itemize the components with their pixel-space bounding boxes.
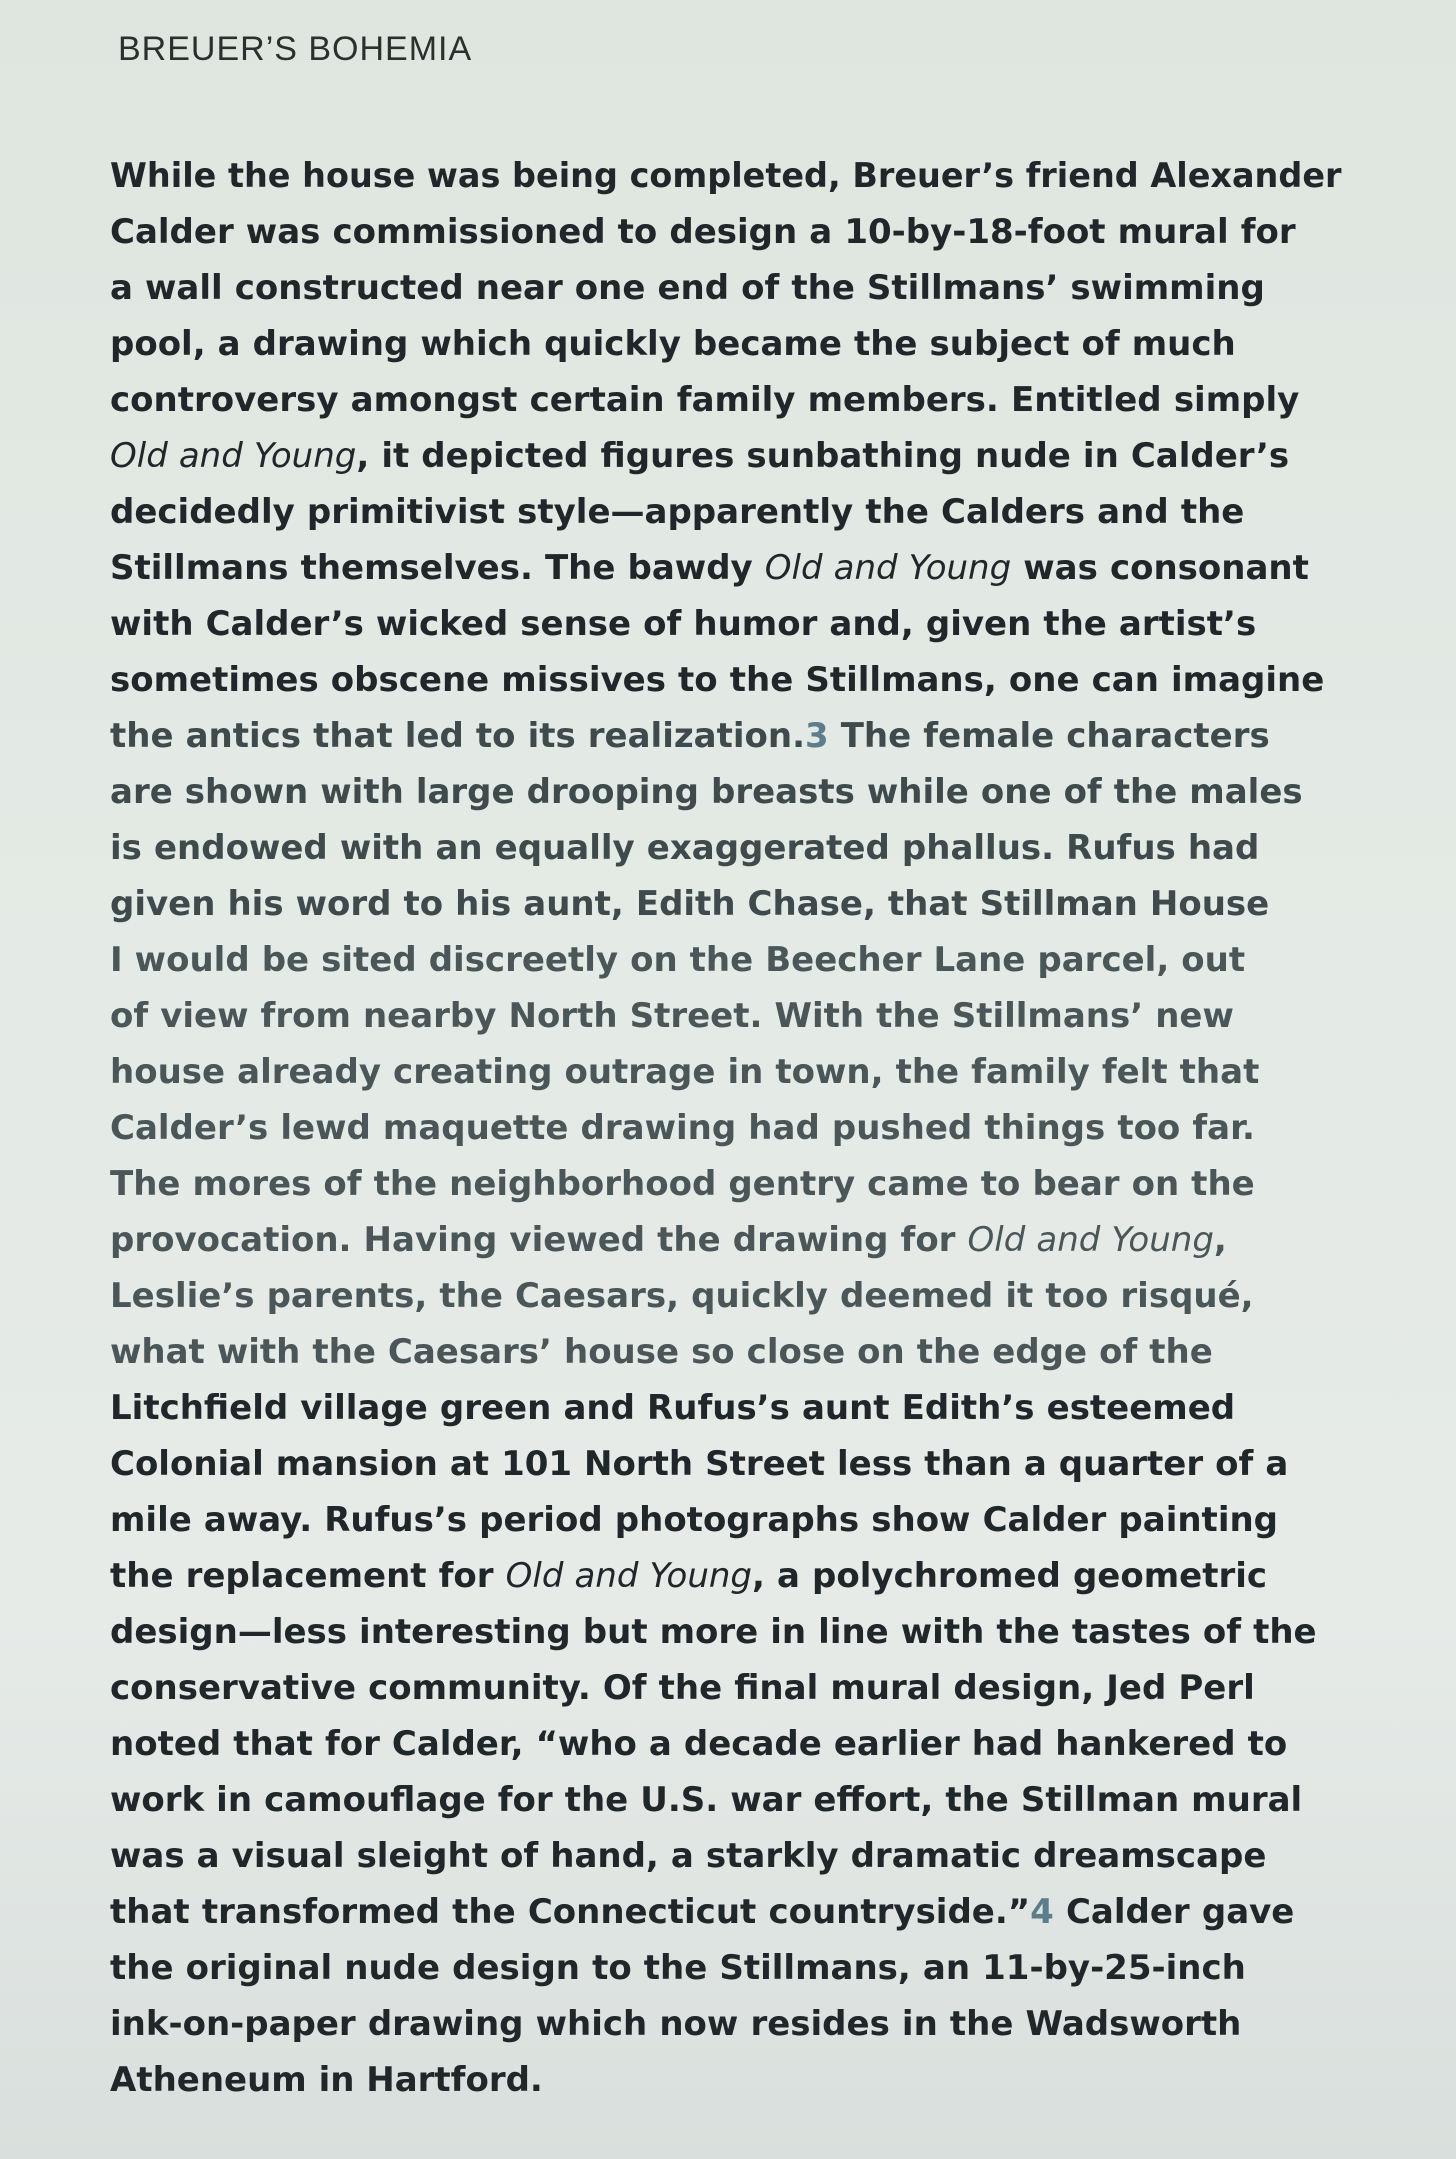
text-segment: house already creating outrage in town, the family felt that — [110, 1052, 1260, 1092]
text-line — [110, 372, 1340, 428]
text-line — [110, 1772, 1340, 1828]
text-line — [110, 1660, 1340, 1716]
text-line — [110, 1436, 1340, 1492]
text-line — [110, 1212, 1340, 1268]
text-segment: mile away. Rufus’s period photographs show Calder painting — [110, 1500, 1279, 1540]
text-segment: , — [1213, 1220, 1227, 1260]
text-segment: I would be sited discreetly on the Beecher Lane parcel, out — [110, 940, 1246, 980]
text-segment: controversy amongst certain family members. Entitled simply — [110, 380, 1300, 420]
text-segment: Stillmans themselves. The bawdy — [110, 548, 765, 588]
text-line — [110, 876, 1340, 932]
text-line — [110, 1044, 1340, 1100]
text-segment: what with the Caesars’ house so close on the edge of the — [110, 1332, 1213, 1372]
text-line — [110, 1492, 1340, 1548]
text-line — [110, 1940, 1340, 1996]
italic-title: Old and Young — [764, 548, 1012, 588]
text-line — [110, 260, 1340, 316]
text-segment: given his word to his aunt, Edith Chase, that Stillman House — [110, 884, 1270, 924]
text-segment: ink-on-paper drawing which now resides in the Wadsworth — [110, 2004, 1242, 2044]
text-line — [110, 1604, 1340, 1660]
text-line — [110, 1324, 1340, 1380]
text-segment: design—less interesting but more in line with the tastes of the — [110, 1612, 1317, 1652]
text-line — [110, 204, 1340, 260]
text-segment: conservative community. Of the final mural design, Jed Perl — [110, 1668, 1255, 1708]
text-segment: a wall constructed near one end of the Stillmans’ swimming — [110, 268, 1265, 308]
text-line — [110, 988, 1340, 1044]
text-line — [110, 932, 1340, 988]
text-segment: with Calder’s wicked sense of humor and, given the artist’s — [110, 604, 1257, 644]
text-line — [110, 428, 1340, 484]
text-line — [110, 1996, 1340, 2052]
running-head: BREUER’S BOHEMIA — [118, 30, 473, 68]
text-segment: of view from nearby North Street. With the Stillmans’ new — [110, 996, 1234, 1036]
text-line — [110, 1828, 1340, 1884]
text-segment: sometimes obscene missives to the Stillmans, one can imagine — [110, 660, 1325, 700]
text-segment: the replacement for — [110, 1556, 506, 1596]
text-line — [110, 1380, 1340, 1436]
text-segment: that transformed the Connecticut countryside.” — [110, 1892, 1031, 1932]
text-line — [110, 1884, 1340, 1940]
text-segment: was a visual sleight of hand, a starkly dramatic dreamscape — [110, 1836, 1267, 1876]
text-segment: Calder was commissioned to design a 10-by-18-foot mural for — [110, 212, 1296, 252]
text-segment: Calder gave — [1053, 1892, 1295, 1932]
text-segment: decidedly primitivist style—apparently the Calders and the — [110, 492, 1245, 532]
text-line — [110, 764, 1340, 820]
text-segment: Litchfield village green and Rufus’s aunt Edith’s esteemed — [110, 1388, 1236, 1428]
text-segment: While the house was being completed, Breuer’s friend Alexander — [110, 156, 1342, 196]
text-line — [110, 316, 1340, 372]
body-paragraph — [110, 148, 1340, 2108]
text-segment: is endowed with an equally exaggerated phallus. Rufus had — [110, 828, 1260, 868]
text-line — [110, 1100, 1340, 1156]
text-segment: Leslie’s parents, the Caesars, quickly deemed it too risqué, — [110, 1276, 1254, 1316]
text-segment: pool, a drawing which quickly became the subject of much — [110, 324, 1236, 364]
text-segment: , a polychromed geometric — [752, 1556, 1268, 1596]
text-segment: provocation. Having viewed the drawing for — [110, 1220, 968, 1260]
text-segment: The female characters — [828, 716, 1270, 756]
italic-title: Old and Young — [967, 1220, 1214, 1260]
text-segment: work in camouflage for the U.S. war effort, the Stillman mural — [110, 1780, 1303, 1820]
text-segment: the original nude design to the Stillmans, an 11-by-25-inch — [110, 1948, 1246, 1988]
text-line — [110, 708, 1340, 764]
text-segment: was consonant — [1011, 548, 1309, 588]
italic-title: Old and Young — [110, 436, 357, 476]
text-segment: Colonial mansion at 101 North Street less than a quarter of a — [110, 1444, 1289, 1484]
text-segment: the antics that led to its realization. — [110, 716, 805, 756]
text-line — [110, 1156, 1340, 1212]
text-line — [110, 820, 1340, 876]
text-segment: noted that for Calder, “who a decade earlier had hankered to — [110, 1724, 1288, 1764]
text-line — [110, 540, 1340, 596]
footnote-marker: 3 — [804, 716, 829, 756]
text-line — [110, 1268, 1340, 1324]
footnote-marker: 4 — [1030, 1892, 1054, 1932]
text-line — [110, 2052, 1340, 2108]
text-line — [110, 148, 1342, 204]
text-line — [110, 596, 1340, 652]
italic-title: Old and Young — [505, 1556, 753, 1596]
text-line — [110, 484, 1340, 540]
text-line — [110, 652, 1340, 708]
text-segment: The mores of the neighborhood gentry came to bear on the — [110, 1164, 1255, 1204]
text-line — [110, 1548, 1340, 1604]
text-segment: Atheneum in Hartford. — [110, 2060, 543, 2100]
text-segment: are shown with large drooping breasts while one of the males — [110, 772, 1303, 812]
text-segment: Calder’s lewd maquette drawing had pushed things too far. — [110, 1108, 1255, 1148]
text-line — [110, 1716, 1340, 1772]
text-segment: , it depicted figures sunbathing nude in Calder’s — [356, 436, 1290, 476]
